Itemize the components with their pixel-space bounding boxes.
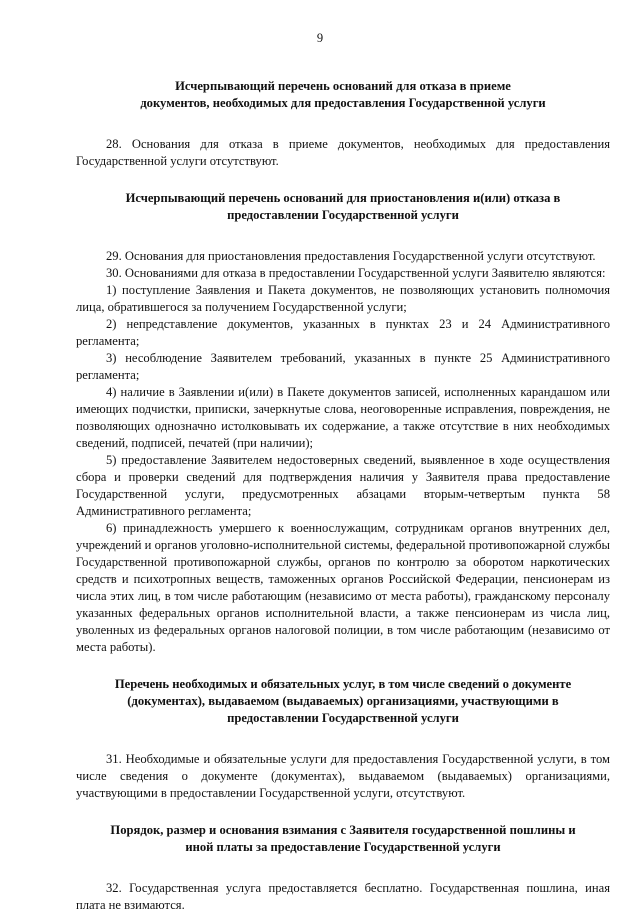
paragraph-28: 28. Основания для отказа в приеме документов, необходимых для предоставления Государственной услуги отсутствуют.: [76, 137, 610, 168]
heading-line: (документах), выдаваемом (выдаваемых) организациями, участвующими в: [127, 694, 559, 708]
list-item: 6) принадлежность умершего к военнослужащим, сотрудникам органов внутренних дел, учреждений и органов уголовно-исполнительной системы, федеральной противопожарной службы Государственной противопожарной службы, органов по контролю за оборотом наркотических средств и психотропных веществ, таможенных органов Российской Федерации, пенсионерам из числа этих лиц, в том числе работающим (независимо от места работы), гражданскому персоналу указанных федеральных органов исполнительной власти, а также пенсионерам из числа лиц, уволенных из федеральных органов налоговой полиции, в том числе работающим (независимо от места работы).: [76, 521, 610, 654]
heading-line: предоставлении Государственной услуги: [227, 711, 459, 725]
heading-line: Исчерпывающий перечень оснований для отказа в приеме: [175, 79, 511, 93]
paragraph-30: 30. Основаниями для отказа в предоставлении Государственной услуги Заявителю являются:: [106, 266, 606, 280]
heading-line: Порядок, размер и основания взимания с Заявителя государственной пошлины и: [110, 823, 576, 837]
list-item: 4) наличие в Заявлении и(или) в Пакете документов записей, исполненных карандашом или имеющих подчистки, приписки, зачеркнутые слова, неоговоренные исправления, повреждения, не позволяющих однозначно истолковывать их содержание, а также отсутствие в них необходимых сведений, подписей, печатей (при наличии);: [76, 385, 610, 450]
paragraph-31: 31. Необходимые и обязательные услуги для предоставления Государственной услуги, в том числе сведения о документе (документах), выдаваемом (выдаваемых) организациями, участвующими в предоставлении Государственной услуги, отсутствуют.: [76, 752, 610, 800]
list-item: 1) поступление Заявления и Пакета документов, не позволяющих установить полномочия лица, обратившегося за получением Государственной услуги;: [76, 283, 610, 314]
list-item: 3) несоблюдение Заявителем требований, указанных в пункте 25 Административного регламента;: [76, 351, 610, 382]
page-number: 9: [316, 31, 324, 45]
heading-line: Исчерпывающий перечень оснований для приостановления и(или) отказа в: [125, 191, 561, 205]
heading-line: документов, необходимых для предоставления Государственной услуги: [140, 96, 546, 110]
list-item: 5) предоставление Заявителем недостоверных сведений, выявленное в ходе осуществления сбора и проверки сведений для подтверждения наличия у Заявителя права предоставление Государственной услуги, предусмотренных абзацами вторым-четвертым пункта 58 Административного регламента;: [76, 453, 610, 518]
section-heading-refusal-acceptance: [76, 78, 610, 112]
section-heading-suspension-refusal: [76, 190, 610, 224]
section-heading-required-services: [76, 676, 610, 727]
heading-line: предоставлении Государственной услуги: [227, 208, 459, 222]
section-heading-state-fee: [76, 822, 610, 856]
heading-line: Перечень необходимых и обязательных услуг, в том числе сведений о документе: [114, 677, 572, 691]
document-body: [76, 78, 610, 914]
paragraph-29: 29. Основания для приостановления предоставления Государственной услуги отсутствуют.: [106, 249, 596, 263]
paragraph-32: 32. Государственная услуга предоставляется бесплатно. Государственная пошлина, иная плата не взимаются.: [76, 881, 610, 912]
heading-line: иной платы за предоставление Государственной услуги: [185, 840, 501, 854]
list-item: 2) непредставление документов, указанных в пунктах 23 и 24 Административного регламента;: [76, 317, 610, 348]
